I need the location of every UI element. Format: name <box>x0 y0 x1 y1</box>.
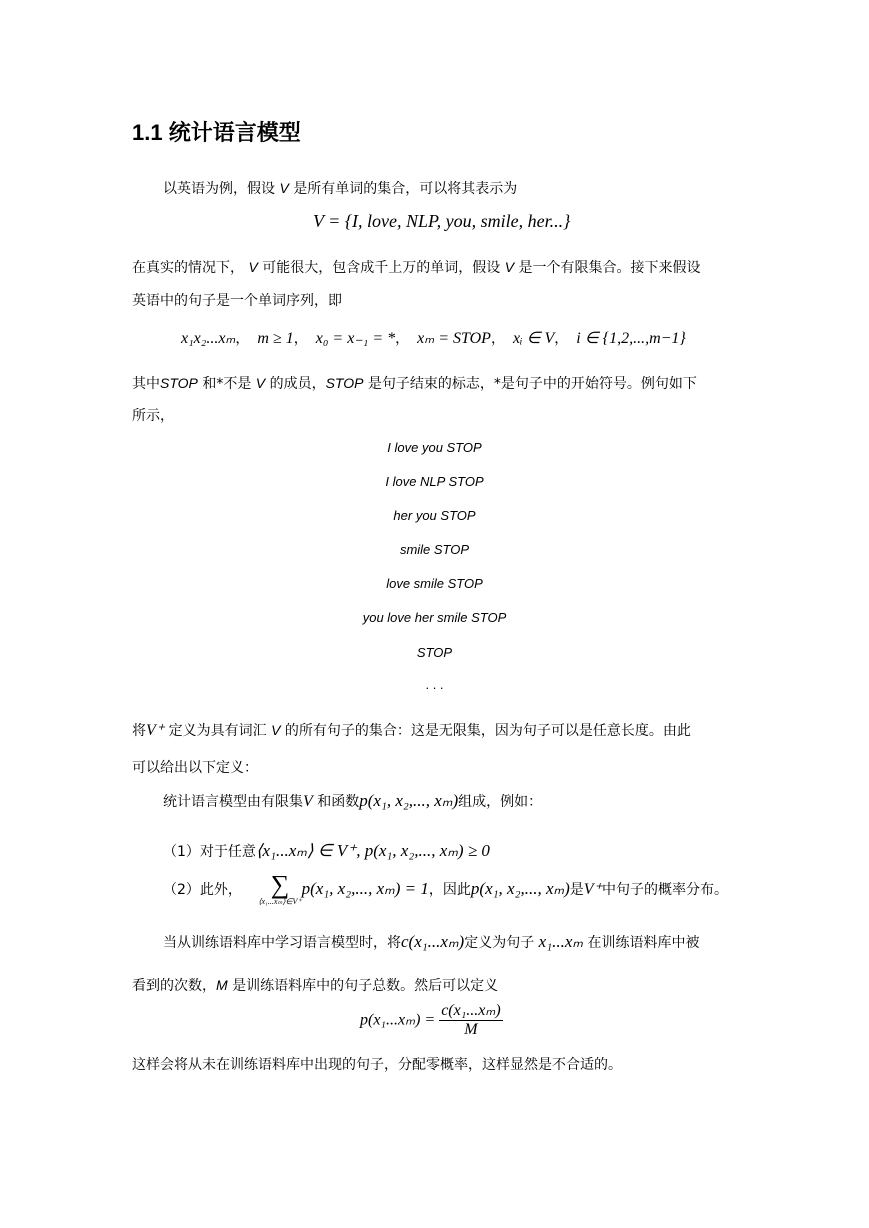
probability-lhs: p(x₁...xₘ) = <box>360 1011 436 1029</box>
symbol-stop: STOP <box>160 375 198 391</box>
symbol-m: M <box>216 977 228 993</box>
symbol-v: V <box>303 793 313 810</box>
paragraph-conclusion: 这样会将从未在训练语料库中出现的句子，分配零概率，这样显然是不合适的。 <box>132 1057 622 1073</box>
text-span: 将 <box>132 723 146 739</box>
paragraph-intro <box>163 178 517 198</box>
text-span: 定义为具有词汇 <box>168 723 267 739</box>
text-span: 组成，例如： <box>458 794 543 810</box>
equation-probability <box>360 1000 503 1039</box>
paragraph-stop-line2: 所示， <box>132 408 174 424</box>
text-span: 在真实的情况下， <box>132 260 244 276</box>
symbol-v: V <box>504 259 515 275</box>
summation-limit: ⟨x₁...xₘ⟩∈V⁺ <box>258 897 302 906</box>
section-heading: 1.1 统计语言模型 <box>132 120 301 145</box>
example-sentence: I love you STOP <box>387 440 482 455</box>
text-span: 的成员， <box>269 376 326 392</box>
start-symbol-condition: x₀ = x₋₁ = * <box>315 330 396 347</box>
example-sentence: love smile STOP <box>386 576 483 591</box>
sigma-symbol: ∑ <box>270 870 290 899</box>
sequence-expr: x₁x₂...xₘ <box>181 330 236 347</box>
summation <box>258 872 301 906</box>
sum-expression: p(x₁, x₂,..., xₘ) = 1 <box>301 879 429 898</box>
symbol-v: V <box>248 259 258 275</box>
text-span: 在训练语料库中被 <box>587 935 700 951</box>
paragraph-vocab-line2: 英语中的句子是一个单词序列，即 <box>132 293 342 309</box>
symbol-v: V <box>279 180 289 196</box>
text-span: 中句子的概率分布。 <box>602 882 728 898</box>
text-span: 的所有句子的集合：这是无限集，因为句子可以是任意长度。由此 <box>284 723 691 739</box>
text-span: 定义为句子 <box>464 935 535 951</box>
example-sentence: her you STOP <box>393 508 476 523</box>
text-span: 是 <box>569 882 584 898</box>
text-span: 看到的次数， <box>132 978 216 994</box>
fraction <box>439 1000 503 1039</box>
definition-line <box>163 791 542 811</box>
item-label: （2）此外， <box>163 882 242 898</box>
text-span: 可能很大，包含成千上万的单词，假设 <box>262 260 501 276</box>
equation-vocabulary: V = {I, love, NLP, you, smile, her...} <box>313 211 571 231</box>
sequence-condition: m ≥ 1 <box>257 330 294 347</box>
text-span: 是所有单词的集合，可以将其表示为 <box>293 181 518 197</box>
text-span: 不是 <box>223 376 252 392</box>
symbol-v: V <box>255 375 266 391</box>
symbol-v: V <box>271 722 281 738</box>
equation-sequence <box>181 328 686 348</box>
text-span: 当从训练语料库中学习语言模型时，将 <box>163 935 401 951</box>
function-p: p(x₁, x₂,..., xₘ) <box>359 791 459 810</box>
example-sentence: you love her smile STOP <box>362 610 507 625</box>
separator: ， <box>235 331 250 347</box>
stop-condition: xₘ = STOP <box>417 330 491 347</box>
paragraph-vplus-line2: 可以给出以下定义： <box>132 760 258 776</box>
text-span: 和函数 <box>317 794 360 810</box>
item-label: （1）对于任意 <box>163 844 256 860</box>
symbol-vplus: V⁺ <box>583 881 602 898</box>
symbol-vplus: V⁺ <box>146 722 165 739</box>
fraction-numerator: c(x₁...xₘ) <box>441 1002 501 1019</box>
separator: ， <box>490 331 505 347</box>
example-ellipsis: . . . <box>425 677 444 692</box>
text-span: 是句子结束的标志， <box>367 376 494 392</box>
condition-item-2 <box>163 872 728 906</box>
paragraph-stop-line1 <box>132 373 697 393</box>
text-span: 是一个有限集合。接下来假设 <box>518 260 701 276</box>
symbol-star: * <box>493 376 501 392</box>
function-p: p(x₁, x₂,..., xₘ) <box>470 879 570 898</box>
separator: ， <box>395 331 410 347</box>
paragraph-vocab-line1 <box>132 257 701 277</box>
text-span: 是训练语料库中的句子总数。然后可以定义 <box>232 978 499 994</box>
example-sentence: smile STOP <box>399 542 470 557</box>
example-sentence: I love NLP STOP <box>385 474 484 489</box>
example-sentence: STOP <box>416 645 453 660</box>
separator: ， <box>554 331 569 347</box>
condition-expression: ⟨x₁...xₘ⟩ ∈ V⁺, p(x₁, x₂,..., xₘ) ≥ 0 <box>255 841 490 860</box>
sentence-symbol: x₁...xₘ <box>538 932 584 951</box>
symbol-stop: STOP <box>325 375 364 391</box>
text-span: 是句子中的开始符号。例句如下 <box>500 376 697 392</box>
paragraph-vplus-line1 <box>132 720 691 740</box>
text-span: 统计语言模型由有限集 <box>163 794 303 810</box>
separator: ， <box>293 331 308 347</box>
fraction-denominator: M <box>464 1021 478 1038</box>
symbol-star: * <box>216 376 224 392</box>
text-span: 以英语为例，假设 <box>163 181 275 197</box>
index-range: i ∈ {1,2,...,m−1} <box>576 330 686 347</box>
count-function: c(x₁...xₘ) <box>401 932 465 951</box>
text-span: 和 <box>202 376 217 392</box>
membership-condition: xᵢ ∈ V <box>512 330 555 347</box>
paragraph-count-line2 <box>132 975 498 995</box>
text-span: ，因此 <box>428 882 471 898</box>
text-span: 其中 <box>132 376 160 392</box>
paragraph-count-line1 <box>163 932 699 952</box>
condition-item-1 <box>163 841 490 861</box>
